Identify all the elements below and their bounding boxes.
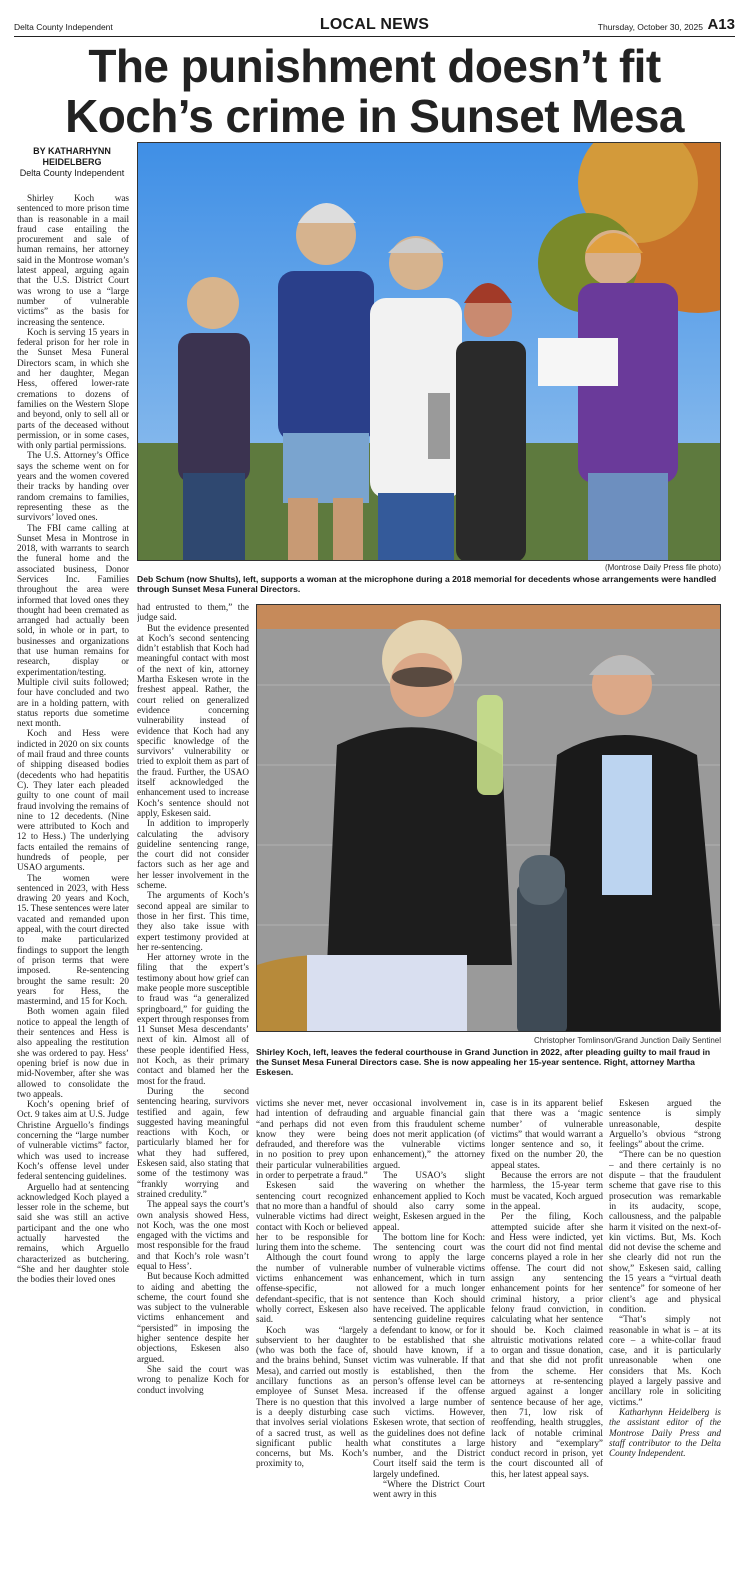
- paragraph: She said the court was wrong to penalize Koch for conduct involving: [137, 1363, 249, 1395]
- byline-author: BY KATHARHYNN HEIDELBERG: [33, 146, 111, 167]
- paragraph: “There can be no question – and there certainly is no dispute – that the fraudulent scheme that gave rise to this prosecution was remarkable in its audacity, scope, callousness, and the palpable harm it visited on the next-of-kin victims. But, Ms. Koch did not devise the scheme and she clearly did not run the show,” Eskesen said, calling the 15 years a “virtual death sentence” for someone of her client’s age and physical condition.: [609, 1149, 721, 1314]
- paragraph: The arguments of Koch’s second appeal are similar to those in her first. This time, they also take issue with expert testimony provided at her re-sentencing.: [137, 890, 249, 952]
- article-column-5: [491, 1098, 603, 1577]
- paragraph: The appeal says the court’s own analysis showed Hess, not Koch, was the one most engaged with the victims and most responsible for the fraud and that Koch’s role wasn’t equal to Hess’.: [137, 1199, 249, 1271]
- article-column-6: [609, 1098, 721, 1577]
- paragraph: Both women again filed notice to appeal the length of their sentences and Hess is also appealing the restitution she was ordered to pay. Hess’ opening brief is now due in mid-November, after she was allowed to consolidate the two appeals.: [17, 1006, 129, 1099]
- byline: [16, 146, 128, 179]
- section-title: LOCAL NEWS: [319, 16, 430, 33]
- paragraph: Koch’s opening brief of Oct. 9 takes aim at U.S. Judge Christine Arguello’s findings concerning the “large number of vulnerable victims” factor, which was used to increase Koch’s offense level under federal sentencing guidelines.: [17, 1099, 129, 1182]
- paragraph: The U.S. Attorney’s Office says the scheme went on for years and the women covered their tracks by handing over random cremains to families, representing these as the survivors’ loved ones.: [17, 450, 129, 523]
- memorial-photo-credit: (Montrose Daily Press file photo): [604, 563, 721, 572]
- paragraph: The women were sentenced in 2023, with Hess drawing 20 years and Koch, 15. These sentences were later vacated and remanded upon appeal, with the court directed to make particularized findings to support the length of prison terms that were imposed. Re-sentencing brought the same result: 20 years for Hess, the mastermind, and 15 for Koch.: [17, 872, 129, 1007]
- headline: The punishment doesn’t fit Koch’s crime in Sunset Mesa: [65, 40, 684, 142]
- article-column-4: [373, 1098, 485, 1577]
- article-column-3: [256, 1098, 368, 1577]
- paragraph: Shirley Koch was sentenced to more prison time than is reasonable in a mail fraud case entailing the procurement and sale of human remains, her attorney said in the Montrose woman’s latest appeal, arguing again that the U.S. District Court was wrong to use a “large number of vulnerable victims” as the basis for increasing the sentence.: [17, 193, 129, 327]
- paragraph: “That’s simply not reasonable in what is – at its core – a white-collar fraud case, and it is particularly unreasonable when one considers that Ms. Koch played a largely passive and ancillary role in soliciting victims.”: [609, 1314, 721, 1407]
- article-column-2: [137, 602, 249, 1577]
- paragraph: Koch was “largely subservient to her daughter (who was both the face of, and the brains behind, Sunset Mesa), and carried out mostly ancillary functions as an employee of Sunset Mesa. There is no question that this is a deeply disturbing case that involves serial violations of a sacred trust, as well as significant public health concerns, but Ms. Koch’s proximity to,: [256, 1324, 368, 1469]
- paragraph: Because the errors are not harmless, the 15-year term must be vacated, Koch argued in the appeal.: [491, 1170, 603, 1211]
- paragraph: In addition to improperly calculating the advisory guideline sentencing range, the court did not consider factors such as her age and her lesser involvement in the scheme.: [137, 818, 249, 891]
- courthouse-photo-caption: Shirley Koch, left, leaves the federal courthouse in Grand Junction in 2022, after pleading guilty to mail fraud in the Sunset Mesa Funeral Directors case. She is now appealing her 15-year sentence. Right, attorney Martha Eskesen.: [256, 1047, 711, 1077]
- paragraph: The bottom line for Koch: The sentencing court was wrong to apply the large number of vulnerable victims enhancement, which in turn allowed for a much longer sentence than Koch should have received. The applicable sentencing guideline requires a defendant to know, or for it to be established that she should have known, if a victim was vulnerable. If that is established, then the person’s offense level can be increased if the offense involved a large number of such victims. However, Eskesen wrote, that section of the guidelines does not define what constitutes a large number, and the District Court itself said the term is largely undefined.: [373, 1231, 485, 1479]
- paragraph: Eskesen said the sentencing court recognized that no more than a handful of vulnerable victims had direct contact with Koch or believed her to be responsible for luring them into the scheme.: [256, 1180, 368, 1253]
- paragraph: case is in its apparent belief that there was a ‘magic number’ of vulnerable victims” that would warrant a longer sentence and so, it fixed on the number 20, the appeal states.: [491, 1098, 603, 1170]
- paragraph: “Where the District Court went awry in this: [373, 1478, 485, 1500]
- author-tagline: Katharhynn Heidelberg is the assistant editor of the Montrose Daily Press and staff contributor to the Delta County Independent.: [609, 1406, 721, 1459]
- paragraph: Koch and Hess were indicted in 2020 on six counts of mail fraud and three counts of shipping diseased bodies (decedents who had hepatitis C). They later each pleaded guilty to one count of mail fraud involving the remains of nine to 12 decedents. (Nine were attributed to Koch and 12 to Hess.) The underlying facts entailed the remains of hundreds of people, per USAO arguments.: [17, 728, 129, 873]
- courthouse-photo-credit: Christopher Tomlinson/Grand Junction Daily Sentinel: [533, 1036, 721, 1045]
- header-rule: [14, 36, 735, 37]
- paragraph: victims she never met, never had intention of defrauding “and perhaps did not even know they were being defrauded, and therefore was in no position to prey upon their particular vulnerabilities in order to perpetrate a fraud.”: [256, 1098, 368, 1181]
- memorial-photo-caption: Deb Schum (now Shults), left, supports a woman at the microphone during a 2018 memorial for decedents whose arrangements were handled through Sunset Mesa Funeral Directors.: [137, 574, 717, 594]
- paragraph: Koch is serving 15 years in federal prison for her role in the Sunset Mesa Funeral Directors scam, in which she and her daughter, Megan Hess, offered lower-rate cremations to dozens of families on the Western Slope and beyond, only to sell all or parts of the deceased without permission, or in some cases, with only partial permissions.: [17, 326, 129, 451]
- paragraph: Her attorney wrote in the filing that the expert’s testimony about how grief can make people more susceptible to fraud was “a generalized springboard,” for guiding the expert through responses from 11 Sunset Mesa descendants’ next of kin. Almost all of these people identified Hess, not Koch, as their primary contact and blamed her the most for the fraud.: [137, 952, 249, 1086]
- issue-date: Thursday, October 30, 2025: [597, 22, 703, 32]
- paragraph: But the evidence presented at Koch’s second sentencing didn’t establish that Koch had meaningful contact with most of the next of kin, attorney Martha Eskesen wrote in the freshest appeal. Rather, the court relied on generalized evidence concerning vulnerability instead of evidence that Koch had any specific knowledge of the survivors’ vulnerability or tried to exploit them as part of the fraud. Further, the USAO itself acknowledged the enhancement used to increase Koch’s sentence should not apply, Eskesen said.: [137, 622, 249, 818]
- paragraph: Although the court found the number of vulnerable victims enhancement was offense-specific, not defendant-specific, that is not wholly correct, Eskesen also said.: [256, 1252, 368, 1325]
- article-column-1: [17, 193, 129, 1577]
- paragraph: Eskesen argued the sentence is simply unreasonable, despite Arguello’s obvious “strong feelings” about the crime.: [609, 1098, 721, 1150]
- memorial-photo-image: [138, 143, 721, 561]
- paragraph: Per the filing, Koch attempted suicide after she and Hess were indicted, yet the court did not find mental concerns played a role in her offense. The court did not assign any sentencing enhancement points for her criminal history, a prior felony fraud conviction, in calculating what her sentence should be. Koch claimed altruistic motivations related to organ and tissue donation, and that she did not profit from the scheme. Her attorneys at re-sentencing argued against a longer sentence because of her age, then 71, low risk of reoffending, health struggles, lack of notable criminal history and “exemplary” conduct record in prison, yet the court discounted all of this, her latest appeal says.: [491, 1211, 603, 1479]
- courthouse-photo: [256, 604, 721, 1032]
- page-folio: [14, 17, 735, 35]
- paragraph: During the second sentencing hearing, survivors testified and again, few suggested having meaningful reactions with Koch, or particularly blamed her for what they had suffered, Eskesen said, also stating that some of the testimony was “frankly worrying and strained credulity.”: [137, 1085, 249, 1199]
- paper-name: Delta County Independent: [14, 22, 113, 32]
- paragraph: occasional involvement in, and arguable financial gain from this fraudulent scheme does not merit application (of the vulnerable victims enhancement),” the attorney argued.: [373, 1098, 485, 1170]
- paragraph: But because Koch admitted to aiding and abetting the scheme, the court found she was subject to the vulnerable victims enhancement and “persisted” in imposing the higher sentence despite her objections, Eskesen also argued.: [137, 1271, 249, 1364]
- page-number: A13: [707, 16, 735, 33]
- paragraph: Arguello had at sentencing acknowledged Koch played a lesser role in the scheme, but said she was still an active participant and the one who actually harvested the remains, which Arguello characterized as butchering. “She and her daughter stole the bodies their loved ones: [17, 1181, 129, 1285]
- memorial-photo: [137, 142, 721, 561]
- paragraph: The USAO’s slight wavering on whether the enhancement applied to Koch should also carry some weight, Eskesen argued in the appeal.: [373, 1170, 485, 1232]
- byline-outlet: Delta County Independent: [19, 168, 125, 178]
- paragraph: The FBI came calling at Sunset Mesa in Montrose in 2018, with warrants to search the funeral home and the associated business, Donor Services Inc. Families throughout the area were informed that loved ones they thought had been cremated as arranged had actually been sold, in whole or in part, to businesses and organizations that use human remains for research, display or experimentation/testing. Multiple civil suits followed; four have concluded and two are in a holding pattern, with status reports due sometime next month.: [17, 522, 129, 729]
- paragraph: had entrusted to them,” the judge said.: [137, 602, 249, 623]
- courthouse-photo-image: [257, 605, 721, 1032]
